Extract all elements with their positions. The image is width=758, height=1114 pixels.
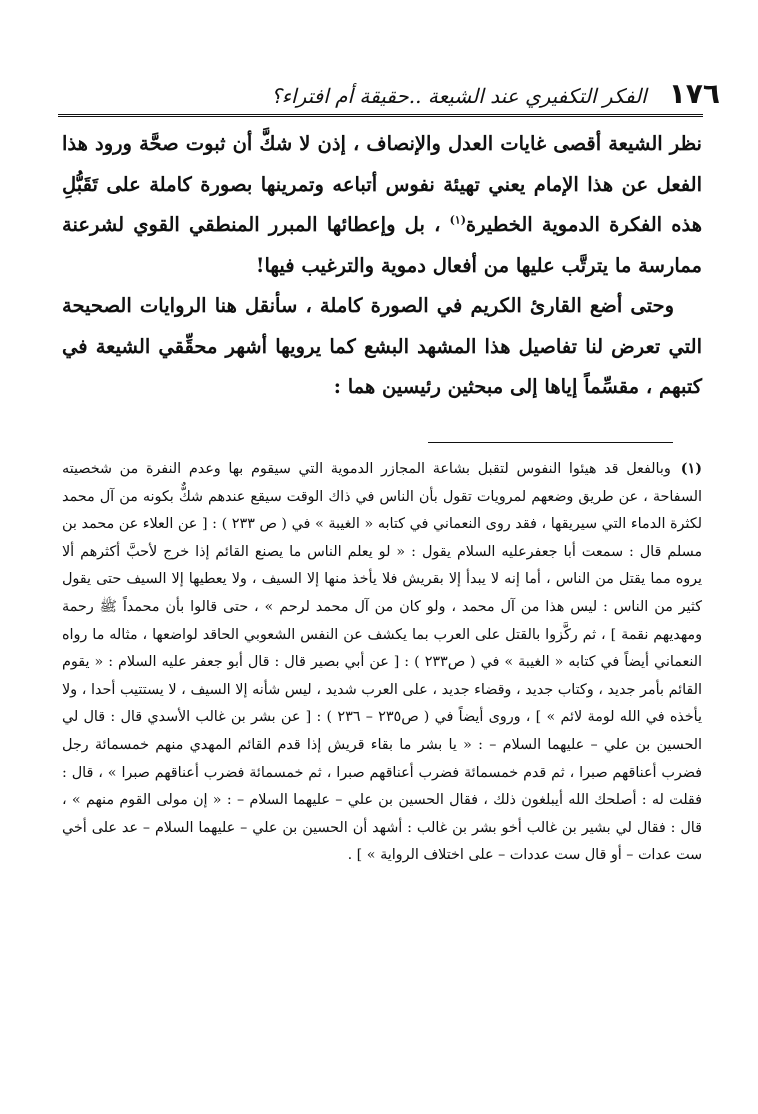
main-text [62,124,702,408]
paragraph-1 [62,124,702,286]
paragraph-1-text-a: نظر الشيعة أقصى غايات العدل والإنصاف ، إذن لا شكَّ أن ثبوت صحَّة ورود هذا الفعل عن هذا الإمام يعني تهيئة نفوس أتباعه وتمرينها بصورة كاملة على تَقَبُّلِ هذه الفكرة الدموية الخطيرة [62,132,702,236]
page-number: ١٧٦ [668,77,720,110]
page-header [40,72,720,110]
footnote-marker: (١) [680,461,702,477]
footnote-divider [428,442,673,443]
footnote [62,456,702,870]
footnote-reference[interactable]: (١) [449,213,466,227]
paragraph-1-text-b: ، بل وإعطائها المبرر المنطقي القوي لشرعنة ممارسة ما يترتَّب عليها من أفعال دموية والترغيب فيها! [62,213,702,277]
running-title: الفكر التكفيري عند الشيعة ..حقيقة أم افتراء؟ [271,84,647,108]
footnote-paragraph [62,456,702,870]
header-divider [58,114,703,117]
footnote-text: وبالفعل قد هيئوا النفوس لتقبل بشاعة المجازر الدموية التي سيقوم بها وعدم النفرة من شخصيته السفاحة ، عن طريق وضعهم لمرويات تقول بأن الناس في ذاك الوقت سيقع عندهم شكٌّ بكونه من آل محمد لكثرة الدماء التي سيريقها ، فقد روى النعماني في كتابه « الغيبة » في ( ص ٢٣٣ ) : [ عن العلاء عن محمد بن مسلم قال : سمعت أبا جعفرعليه السلام يقول : « لو يعلم الناس ما يصنع القائم إذا خرج لأحبَّ أكثرهم ألا يروه مما يقتل من الناس ، أما إنه لا يبدأ إلا بقريش فلا يأخذ منها إلا السيف ، ولا يعطيها إلا السيف حتى يقول كثير من الناس : ليس هذا من آل محمد ، ولو كان من آل محمد لرحم » ، حتى قالوا بأن محمداً ﷺ رحمة ومهديهم نقمة ] ، ثم ركَّزوا بالقتل على العرب بما يكشف عن النفس الشعوبي الحاقد لواضعها ، مثاله ما رواه النعماني أيضاً في كتابه « الغيبة » في ( ص٢٣٣ ) : [ عن أبي بصير قال : قال أبو جعفر عليه السلام : « يقوم القائم بأمر جديد ، وكتاب جديد ، وقضاء جديد ، على العرب شديد ، ليس شأنه إلا السيف ، لا يستتيب أحدا ، ولا يأخذه في الله لومة لائم » ] ، وروى أيضاً في ( ص٢٣٥ – ٢٣٦ ) : [ عن بشر بن غالب الأسدي قال : قال لي الحسين بن علي – عليهما السلام – : « يا بشر ما بقاء قريش إذا قدم القائم المهدي منهم خمسمائة رجل فضرب أعناقهم صبرا ، ثم قدم خمسمائة فضرب أعناقهم صبرا ، ثم خمسمائة فضرب أعناقهم صبرا » ، قال : فقلت له : أصلحك الله أيبلغون ذلك ، فقال الحسين بن علي – عليهما السلام – : « إن مولى القوم منهم » ، قال : فقال لي بشير بن غالب أخو بشر بن غالب : أشهد أن الحسين بن علي – عليهما السلام – عد على أخي ست عدات – أو قال ست عددات – على اختلاف الرواية » ] . [62,461,703,864]
paragraph-2: وحتى أضع القارئ الكريم في الصورة كاملة ، سأنقل هنا الروايات الصحيحة التي تعرض لنا تفاصيل هذا المشهد البشع كما يرويها أشهر محقِّقي الشيعة في كتبهم ، مقسِّماً إياها إلى مبحثين رئيسين هما : [62,294,702,398]
